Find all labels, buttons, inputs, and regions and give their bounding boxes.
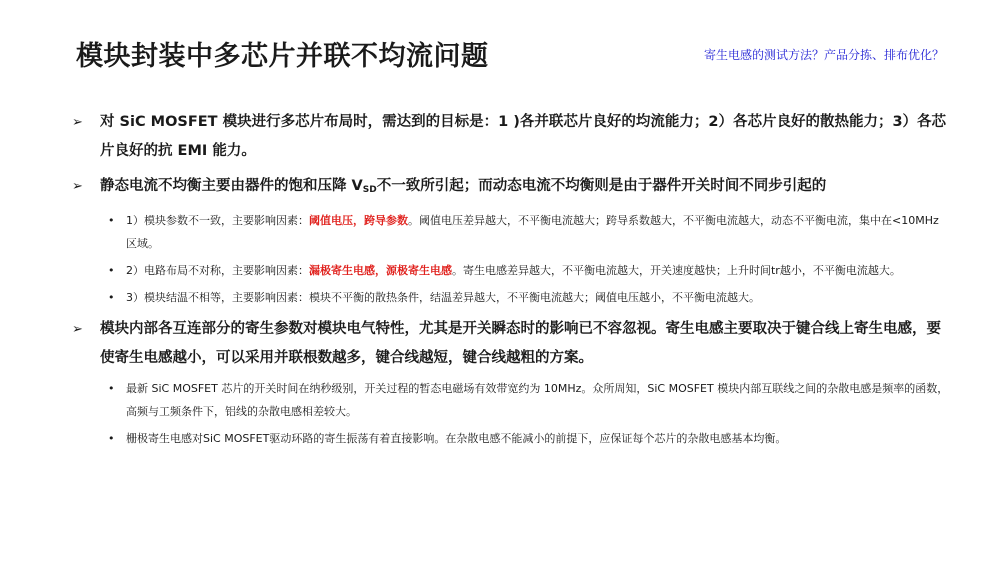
arrow-bullet-icon: ➢ — [72, 179, 83, 194]
sub-bullet-junction-temp — [72, 286, 952, 309]
bullet-goals — [72, 108, 952, 166]
dot-bullet-icon: • — [108, 382, 115, 395]
bullet-current-imbalance — [72, 172, 952, 205]
sub-bullet-suffix: 。寄生电感差异越大，不平衡电流越大，开关速度越快；上升时间tr越小，不平衡电流越大。 — [452, 264, 901, 277]
sub-bullet-suffix: 。阈值电压差异越大，不平衡电流越大；跨导系数越大，不平衡电流越大，动态不平衡电流，集中在<10MHz 区域。 — [126, 214, 939, 250]
dot-bullet-icon: • — [108, 291, 115, 304]
page-title: 模块封装中多芯片并联不均流问题 — [76, 41, 489, 72]
arrow-bullet-icon: ➢ — [72, 322, 83, 337]
sub-bullet-text: 栅极寄生电感对SiC MOSFET驱动环路的寄生振荡有着直接影响。在杂散电感不能减小的前提下，应保证每个芯片的杂散电感基本均衡。 — [126, 432, 787, 445]
sub-bullet-text: 最新 SiC MOSFET 芯片的开关时间在纳秒级别，开关过程的暂态电磁场有效带宽约为 10MHz。众所周知，SiC MOSFET 模块内部互联线之间的杂散电感是频率的函数，高频与工频条件下，铝线的杂散电感相差较大。 — [126, 382, 949, 418]
sub-bullet-prefix: 2）电路布局不对称，主要影响因素： — [126, 264, 309, 277]
header-note: 寄生电感的测试方法？产品分拣、排布优化？ — [703, 48, 944, 62]
sub-bullet-text: 3）模块结温不相等，主要影响因素：模块不平衡的散热条件，结温差异越大，不平衡电流越大；阈值电压越小，不平衡电流越大。 — [126, 291, 760, 304]
arrow-bullet-icon: ➢ — [72, 115, 83, 130]
sub-bullet-gate-inductance — [72, 427, 952, 450]
dot-bullet-icon: • — [108, 264, 115, 277]
bullet-parasitic-params — [72, 315, 952, 373]
subscript-sd: SD — [362, 185, 377, 195]
bullet-text: 对 SiC MOSFET 模块进行多芯片布局时，需达到的目标是：1 )各并联芯片良好的均流能力；2）各芯片良好的散热能力；3）各芯片良好的抗 EMI 能力。 — [100, 114, 947, 159]
dot-bullet-icon: • — [108, 214, 115, 227]
sub-bullet-switching-time — [72, 377, 952, 423]
sub-bullet-prefix: 1）模块参数不一致，主要影响因素： — [126, 214, 309, 227]
sub-bullet-layout-asymmetry — [72, 259, 952, 282]
bullet-text-after: 不一致所引起；而动态电流不均衡则是由于器件开关时间不同步引起的 — [376, 178, 827, 194]
highlight-text: 阈值电压，跨导参数 — [309, 214, 408, 227]
bullet-text-before: 静态电流不均衡主要由器件的饱和压降 V — [100, 178, 363, 194]
bullet-text: 模块内部各互连部分的寄生参数对模块电气特性，尤其是开关瞬态时的影响已不容忽视。寄生电感主要取决于键合线上寄生电感，要使寄生电感越小，可以采用并联根数越多，键合线越短，键合线越粗的方案。 — [100, 321, 941, 366]
content — [72, 108, 952, 450]
highlight-text: 漏极寄生电感，源极寄生电感 — [309, 264, 452, 277]
dot-bullet-icon: • — [108, 432, 115, 445]
sub-bullet-module-params — [72, 209, 952, 255]
